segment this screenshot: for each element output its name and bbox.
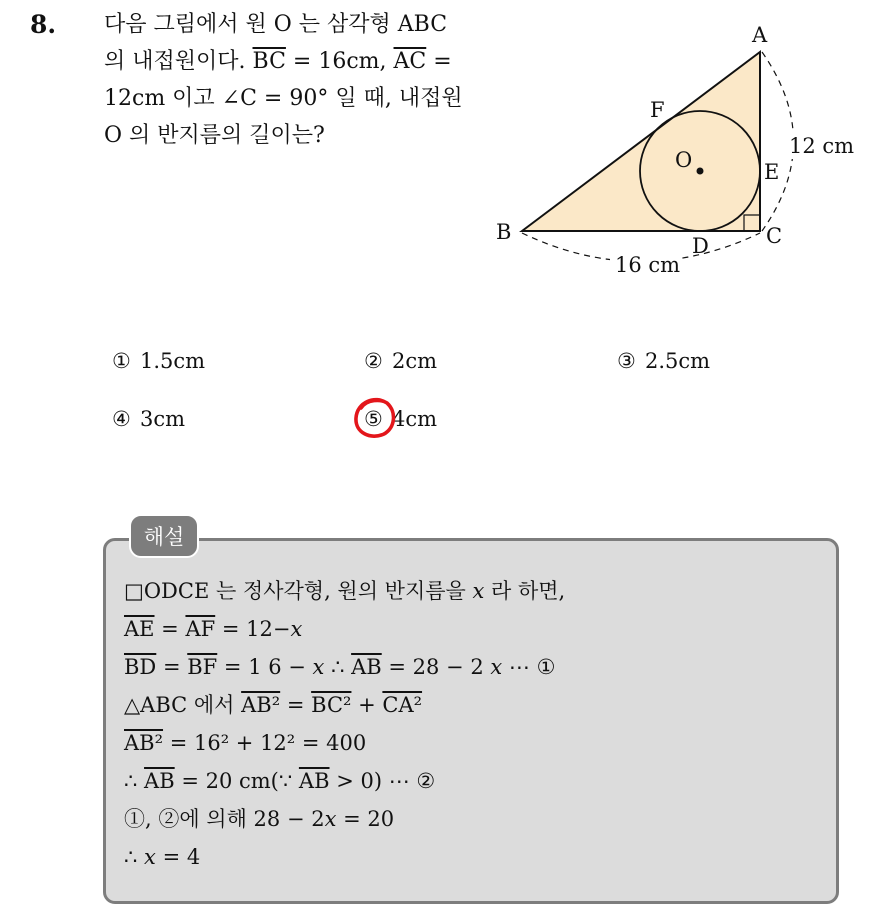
text: 라 하면, (484, 579, 566, 603)
text: = 28 − 2 (381, 655, 491, 679)
text: = 16² + 12² = 400 (163, 731, 367, 755)
segment-ac: $\overline{AC}$ (393, 49, 427, 74)
choice-1-mark: ① (112, 349, 131, 373)
segment-ab-squared: AB² (241, 693, 281, 717)
text: = (156, 655, 188, 679)
segment-ab-squared: AB² (124, 731, 164, 755)
text: > 0) ⋯ ② (329, 769, 436, 793)
var-x: x (324, 807, 337, 831)
answer-circle-mark (351, 394, 399, 442)
question-number: 8. (30, 10, 57, 39)
label-e: E (764, 160, 780, 184)
choice-2[interactable] (364, 346, 437, 376)
segment-ab: $\overline{AB}$ (144, 769, 175, 793)
choice-2-mark: ② (364, 349, 383, 373)
segment-af: $\overline{AF}$ (185, 617, 216, 641)
text: ⋯ ① (502, 655, 556, 679)
text: □ODCE 는 정사각형, 원의 반지름을 (124, 579, 473, 603)
text: ∴ (124, 845, 145, 869)
solution-line-2 (124, 610, 824, 648)
question-text-part: 다음 그림에서 원 O 는 삼각형 ABC 의 내접원이다. (104, 12, 448, 74)
text: = (280, 693, 312, 717)
choice-2-text: 2cm (392, 349, 438, 373)
solution-line-6 (124, 762, 824, 800)
question-text (104, 6, 466, 154)
choice-4-text: 3cm (140, 407, 186, 431)
label-a: A (752, 23, 768, 47)
solution-line-4 (124, 686, 824, 724)
text: △ABC 에서 (124, 693, 242, 717)
triangle-figure (480, 20, 860, 290)
label-len-ac: 12 cm (789, 134, 855, 158)
solution-content (124, 572, 824, 876)
choice-1-text: 1.5cm (140, 349, 206, 373)
solution-line-8 (124, 838, 824, 876)
var-x: x (144, 845, 156, 869)
var-x: x (490, 655, 503, 679)
var-x: x (290, 617, 303, 641)
segment-bf: $\overline{BF}$ (187, 655, 218, 679)
label-d: D (692, 234, 709, 258)
segment-ca-squared: CA² (382, 693, 423, 717)
text: ∴ (324, 655, 352, 679)
text: = 20 (336, 807, 395, 831)
solution-line-7 (124, 800, 824, 838)
solution-line-3 (124, 648, 824, 686)
segment-ab: $\overline{AB}$ (351, 655, 382, 679)
question-text-part: = 16cm, (285, 49, 394, 74)
solution-line-5 (124, 724, 824, 762)
var-x: x (312, 655, 325, 679)
segment-ab: $\overline{AB}$ (298, 769, 330, 793)
var-x: x (472, 579, 485, 603)
text: = 20 cm(∵ (174, 769, 299, 793)
text: = (154, 617, 186, 641)
choice-3-mark: ③ (617, 349, 636, 373)
text: + (351, 693, 383, 717)
text: ∴ (124, 769, 145, 793)
choice-5-text: 4cm (392, 407, 438, 431)
text: = 1 6 − (217, 655, 313, 679)
label-f: F (650, 98, 665, 122)
text: ①, ②에 의해 28 − 2 (124, 807, 325, 831)
question-text-part: = 12cm 이고 ∠C = 90° 일 때, 내접원 O 의 반지름의 길이는? (104, 49, 463, 148)
choice-3[interactable] (617, 346, 710, 376)
segment-ae: $\overline{AE}$ (124, 617, 155, 641)
choice-5-mark: ⑤ (364, 407, 383, 431)
solution-tab: 해설 (129, 514, 199, 558)
choice-4[interactable] (112, 404, 185, 434)
label-len-bc: 16 cm (615, 253, 681, 277)
triangle-abc (522, 52, 760, 231)
label-b: B (496, 220, 512, 244)
choice-3-text: 2.5cm (645, 349, 711, 373)
text: = 12− (215, 617, 291, 641)
segment-bd: $\overline{BD}$ (124, 655, 157, 679)
center-dot (697, 168, 704, 175)
segment-bc-squared: BC² (311, 693, 352, 717)
solution-line-1 (124, 572, 824, 610)
label-c: C (766, 224, 783, 248)
segment-bc: $\overline{BC}$ (252, 49, 286, 74)
choice-4-mark: ④ (112, 407, 131, 431)
text: = 4 (155, 845, 201, 869)
label-o: O (675, 148, 693, 172)
choice-1[interactable] (112, 346, 205, 376)
